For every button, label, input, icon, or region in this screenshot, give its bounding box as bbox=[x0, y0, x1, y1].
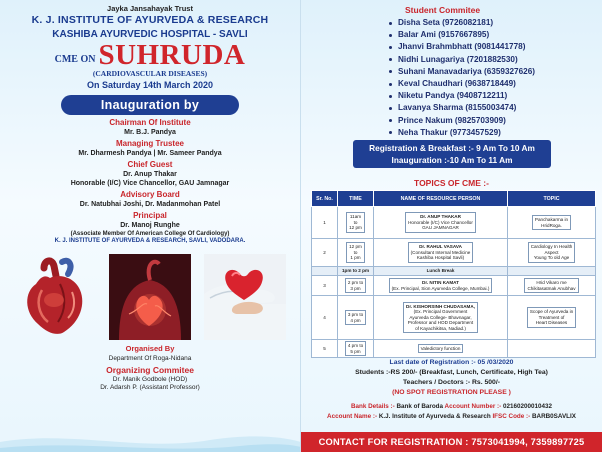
cell-lunch-label: Lunch Break bbox=[374, 267, 508, 276]
time-line: 5 pm bbox=[350, 348, 361, 354]
table-row bbox=[312, 340, 596, 358]
list-item bbox=[389, 127, 535, 139]
student-entry: Lavanya Sharma (8155003474) bbox=[398, 103, 517, 113]
time-line: 3 pm bbox=[350, 285, 361, 291]
person-detail: (Consultant Internal Medicine bbox=[410, 249, 471, 255]
student-entry: Nidhi Lunagariya (7201882530) bbox=[398, 54, 518, 64]
cme-on-label: CME ON bbox=[54, 54, 96, 65]
bullet-icon bbox=[389, 34, 392, 37]
person-detail: (Ex. Principal, Sion Ayurveda College, Mumbai.) bbox=[391, 285, 490, 291]
institute-name: K. J. INSTITUTE OF AYURVEDA & RESEARCH bbox=[31, 14, 269, 26]
inauguration-time: Inauguration :-10 Am To 11 Am bbox=[391, 155, 513, 165]
cell-topic bbox=[508, 276, 596, 296]
cell-time bbox=[338, 340, 374, 358]
account-name: K.J. Institute of Ayurveda & Research bbox=[378, 413, 493, 420]
account-number-label: Account Number :- bbox=[444, 403, 503, 410]
topic-line: Treatment of bbox=[538, 314, 565, 320]
list-item bbox=[389, 66, 535, 78]
list-item bbox=[389, 41, 535, 53]
principal-label: Principal bbox=[133, 211, 167, 220]
list-item bbox=[389, 115, 535, 127]
time-line: 4 pm to bbox=[347, 343, 364, 349]
cell-topic bbox=[508, 207, 596, 239]
table-header-row bbox=[312, 191, 596, 207]
chief-guest-label: Chief Guest bbox=[127, 160, 173, 169]
table-row bbox=[312, 276, 596, 296]
person-name: Dr. NITIN KAMAT bbox=[422, 280, 459, 286]
no-spot-registration: (NO SPOT REGISTRATION PLEASE ) bbox=[392, 389, 511, 396]
event-title bbox=[0, 41, 300, 69]
teacher-fee-amount: Rs. 500/- bbox=[472, 379, 500, 386]
student-fee-label: Students :-RS 200/- bbox=[355, 369, 420, 376]
account-number: 02160200010432 bbox=[502, 403, 552, 410]
bullet-icon bbox=[389, 22, 392, 25]
bullet-icon bbox=[389, 83, 392, 86]
time-line: 12 pm bbox=[349, 244, 362, 250]
person-name: Dr. KISHORSINH CHUDASAMA, bbox=[406, 303, 475, 309]
ifsc-label: IFSC Code :- bbox=[492, 413, 532, 420]
student-entry: Keval Chaudhari (9638718449) bbox=[398, 78, 516, 88]
bullet-icon bbox=[389, 95, 392, 98]
person-detail: of Kayachikitsa, Nadiad.) bbox=[415, 325, 466, 331]
hospital-name: KASHIBA AYURVEDIC HOSPITAL - SAVLI bbox=[52, 29, 248, 40]
time-line: 1 pm bbox=[350, 255, 361, 261]
cell-time bbox=[338, 207, 374, 239]
bullet-icon bbox=[389, 58, 392, 61]
student-entry: Prince Nakum (9825703909) bbox=[398, 115, 506, 125]
principal-association: (Associate Member Of American College Of Cardiology) bbox=[70, 231, 230, 237]
bullet-icon bbox=[389, 107, 392, 110]
list-item bbox=[389, 54, 535, 66]
event-subtitle: (CARDIOVASCULAR DISEASES) bbox=[92, 69, 208, 78]
ifsc-code: BARB0SAVLIX bbox=[531, 413, 576, 420]
cell-topic bbox=[508, 239, 596, 267]
registration-time: Registration & Breakfast :- 9 Am To 10 Am bbox=[369, 143, 535, 153]
event-name: SUHRUDA bbox=[98, 39, 246, 71]
list-item bbox=[389, 78, 535, 90]
trustee-label: Managing Trustee bbox=[115, 139, 184, 148]
advisory-names: Dr. Natubhai Joshi, Dr. Madanmohan Patel bbox=[79, 201, 221, 208]
person-detail: Professor and HOD Department bbox=[407, 320, 474, 326]
cell-sr-no: 2 bbox=[312, 239, 338, 267]
person-name: Dr. RAHUL VASAVA bbox=[419, 244, 462, 250]
principal-name: Dr. Manoj Runghe bbox=[120, 222, 180, 229]
topic-line: Hrid Vikaro me bbox=[536, 280, 567, 286]
account-details bbox=[309, 413, 594, 420]
chief-guest-name: Dr. Anup Thakar bbox=[123, 171, 177, 178]
advisory-label: Advisory Board bbox=[120, 190, 180, 199]
list-item bbox=[389, 102, 535, 114]
bank-details bbox=[309, 403, 594, 410]
person-detail: Honorable (I/C) Vice Chancellor bbox=[408, 219, 473, 225]
cell-topic bbox=[508, 296, 596, 340]
cell-topic-empty bbox=[508, 267, 596, 276]
time-line: 3 pm to bbox=[347, 312, 364, 318]
time-line: to bbox=[353, 219, 358, 225]
cell-time bbox=[338, 296, 374, 340]
student-entry: Disha Seta (9726082181) bbox=[398, 18, 494, 27]
heart-images bbox=[0, 252, 300, 342]
list-item bbox=[389, 29, 535, 41]
time-line: to bbox=[353, 249, 358, 255]
organizing-member-1: Dr. Manik Godbole (HOD) bbox=[112, 376, 188, 383]
bank-name: Bank of Baroda bbox=[396, 403, 445, 410]
cell-person bbox=[374, 296, 508, 340]
organizing-member-2: Dr. Adarsh P. (Assistant Professor) bbox=[100, 384, 200, 391]
person-detail: Valedictory function bbox=[420, 345, 461, 351]
topic-line: Scope of Ayurveda in bbox=[529, 309, 574, 315]
cell-sr-no: 1 bbox=[312, 207, 338, 239]
torso-heart-image bbox=[109, 254, 191, 340]
cell-person bbox=[374, 340, 508, 358]
person-detail: GAU JAMNAGAR bbox=[422, 225, 459, 231]
time-line: 2 pm to bbox=[347, 280, 364, 286]
bullet-icon bbox=[389, 119, 392, 122]
cell-sr-no-empty bbox=[312, 267, 338, 276]
bullet-icon bbox=[389, 131, 392, 134]
table-row-lunch bbox=[312, 267, 596, 276]
student-entry: Jhanvi Brahmbhatt (9081441778) bbox=[398, 42, 526, 52]
right-panel bbox=[301, 0, 602, 452]
decorative-wave bbox=[0, 412, 301, 452]
inauguration-heading: Inauguration by bbox=[61, 95, 239, 115]
cell-time bbox=[338, 276, 374, 296]
chairman-name: Mr. B.J. Pandya bbox=[124, 129, 176, 136]
student-entry: Suhani Manavadariya (6359327626) bbox=[398, 66, 535, 76]
header-time: TIME bbox=[338, 191, 374, 207]
cell-sr-no: 3 bbox=[312, 276, 338, 296]
topic-line: Aspect bbox=[544, 249, 559, 255]
trustee-names: Mr. Dharmesh Pandya | Mr. Sameer Pandya bbox=[78, 150, 222, 157]
anatomical-heart-image bbox=[14, 254, 96, 340]
topic-line: Panchakarma in bbox=[534, 217, 569, 223]
topics-title: TOPICS OF CME :- bbox=[414, 178, 489, 188]
bank-label: Bank Details :- bbox=[350, 403, 397, 410]
hand-heart-image bbox=[204, 254, 286, 340]
table-row bbox=[312, 239, 596, 267]
person-detail: (Ex. Principal Government bbox=[413, 309, 468, 315]
student-committee-list bbox=[389, 17, 535, 139]
institute-address: K. J. INSTITUTE OF AYURVEDA & RESEARCH, SAVLI, VADODARA. bbox=[54, 238, 246, 244]
topics-table bbox=[311, 190, 596, 358]
student-entry: Balar Ami (9157667895) bbox=[398, 30, 490, 40]
cell-lunch-time: 1pm to 2 pm bbox=[338, 267, 374, 276]
header-sr-no: Sr. No. bbox=[312, 191, 338, 207]
table-row bbox=[312, 296, 596, 340]
teacher-fee-label: Teachers / Doctors :- bbox=[403, 379, 473, 386]
time-line: 4 pm bbox=[350, 317, 361, 323]
topic-line: Chikitasatmak Anubhav bbox=[527, 285, 576, 291]
cell-time bbox=[338, 239, 374, 267]
topic-line: HridRoga. bbox=[541, 222, 562, 228]
bullet-icon bbox=[389, 46, 392, 49]
chief-guest-title: Honorable (I/C) Vice Chancellor, GAU Jamnagar bbox=[70, 180, 230, 187]
topic-line: Young To old Age bbox=[533, 255, 570, 261]
cell-person bbox=[374, 239, 508, 267]
person-detail: Ayurveda College- Bhavnagar, bbox=[409, 314, 472, 320]
topic-line: Cardiology In Health bbox=[530, 244, 573, 250]
header-resource-person: NAME OF RESOURCE PERSON bbox=[374, 191, 508, 207]
cell-topic-empty bbox=[508, 340, 596, 358]
person-name: Dr. ANUP THAKAR bbox=[420, 214, 461, 220]
cell-person bbox=[374, 207, 508, 239]
topic-line: Heart Diseases bbox=[535, 320, 568, 326]
list-item bbox=[389, 17, 535, 29]
cell-person bbox=[374, 276, 508, 296]
student-fee-detail: (Breakfast, Lunch, Certificate, High Tea) bbox=[419, 369, 548, 376]
contact-banner: CONTACT FOR REGISTRATION : 7573041994, 7359897725 bbox=[301, 432, 602, 452]
department-name: Department Of Roga-Nidana bbox=[108, 355, 192, 362]
chairman-label: Chairman Of Institute bbox=[109, 118, 191, 127]
student-fees bbox=[301, 369, 602, 376]
student-committee-title: Student Commitee bbox=[405, 5, 481, 15]
time-line: 11am bbox=[349, 214, 362, 220]
bullet-icon bbox=[389, 70, 392, 73]
teacher-fees bbox=[301, 379, 602, 386]
last-registration-date: Last date of Registration :- 05 /03/2020 bbox=[389, 359, 514, 366]
table-row bbox=[312, 207, 596, 239]
account-name-label: Account Name :- bbox=[327, 413, 379, 420]
time-line: 12 pm bbox=[349, 225, 362, 231]
organizing-committee-label: Organizing Commitee bbox=[106, 365, 194, 375]
student-entry: Niketu Pandya (9408712211) bbox=[398, 91, 508, 101]
student-entry: Neha Thakur (9773457529) bbox=[398, 127, 501, 137]
cell-sr-no: 4 bbox=[312, 296, 338, 340]
person-detail: Kashiba Hospital Savli) bbox=[416, 255, 465, 261]
list-item bbox=[389, 90, 535, 102]
event-date: On Saturday 14th March 2020 bbox=[86, 80, 214, 90]
cell-sr-no: 5 bbox=[312, 340, 338, 358]
trust-name: Jayka Jansahayak Trust bbox=[107, 4, 193, 13]
organised-label: Organised By bbox=[125, 344, 175, 353]
schedule-box bbox=[353, 140, 551, 168]
header-topic: TOPIC bbox=[508, 191, 596, 207]
